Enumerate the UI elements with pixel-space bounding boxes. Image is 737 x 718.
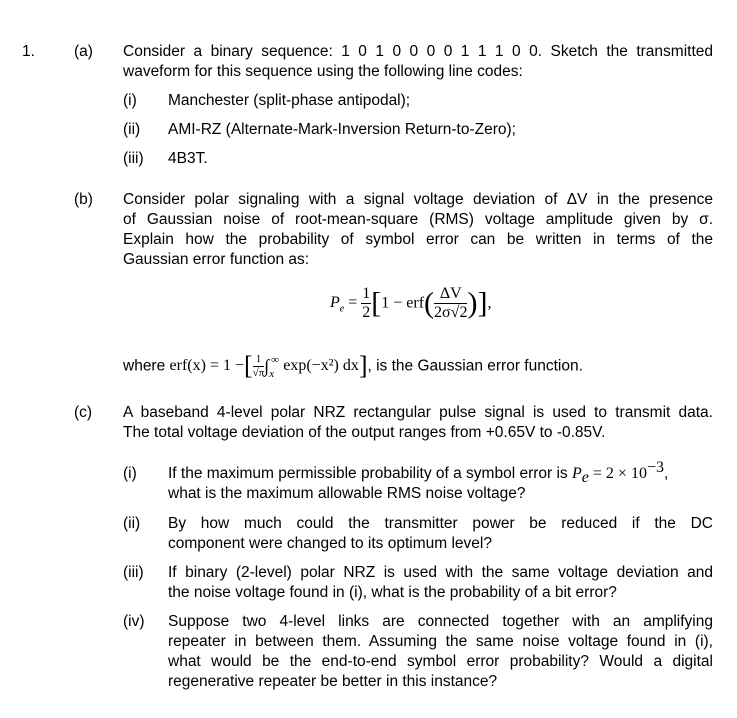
part-c-iv-line: Suppose two 4-level links are connected together with an amplifying xyxy=(168,613,713,630)
formula-open-bracket: [ xyxy=(371,286,382,320)
part-b-line: of Gaussian noise of root-mean-square (RMS) voltage amplitude given by σ. xyxy=(123,211,713,228)
pe-exponent: −3 xyxy=(646,458,664,476)
part-c-label: (c) xyxy=(74,404,93,421)
part-c-item-label: (i) xyxy=(123,465,137,482)
part-c-item-label: (ii) xyxy=(123,515,141,532)
part-a-item-label: (ii) xyxy=(123,121,141,138)
part-c-line: The total voltage deviation of the output ranges from +0.65V to -0.85V. xyxy=(123,424,606,441)
part-a-item-label: (i) xyxy=(123,92,137,109)
erf-definition-line xyxy=(123,353,583,380)
formula-lhs: P xyxy=(330,294,340,312)
error-probability-formula: $P_e$ = $\frac{1}{2}$ [1 − erf( $\frac{\Delta V}{2\sigma√2}$ )], xyxy=(330,285,492,321)
part-b-label: (b) xyxy=(74,191,93,208)
inner-den: 2σ√2 xyxy=(434,304,468,321)
frac-num: 1 xyxy=(362,285,371,302)
formula-one-minus-erf: 1 − erf xyxy=(381,294,425,312)
question-number: 1. xyxy=(22,43,35,60)
part-c-item-label: (iii) xyxy=(123,564,144,581)
part-c-iv-line: regenerative repeater be better in this instance? xyxy=(168,673,498,690)
part-c-iii-line: the noise voltage found in (i), what is the probability of a bit error? xyxy=(168,584,617,601)
part-c-i-line-1 xyxy=(168,458,669,487)
pe-sub: e xyxy=(581,469,589,487)
pe-symbol: P xyxy=(572,465,582,482)
part-a-text-line-1: Consider a binary sequence: 1 0 1 0 0 0 0 1 1 1 0 0. Sketch the transmitted xyxy=(123,43,713,60)
formula-inner-fraction xyxy=(434,286,467,321)
integral-lower-limit: x xyxy=(269,368,275,381)
part-c-iv-line: repeater in between them. Assuming the same noise voltage found in (i), xyxy=(168,633,713,650)
formula-equals: = xyxy=(348,294,358,312)
part-a-item-text: 4B3T. xyxy=(168,150,208,167)
erf-fraction xyxy=(253,354,265,379)
where-prefix: where xyxy=(123,357,166,375)
part-b-line: Consider polar signaling with a signal voltage deviation of ΔV in the presence xyxy=(123,191,713,208)
formula-trailing-comma: , xyxy=(487,294,492,312)
formula-half-fraction xyxy=(361,286,371,321)
erf-close-bracket: ] xyxy=(358,351,368,380)
formula-close-brackets: )] xyxy=(467,286,488,320)
part-c-i-prefix: If the maximum permissible probability of a symbol error is xyxy=(168,465,568,482)
part-a-text-line-2: waveform for this sequence using the following line codes: xyxy=(123,63,523,80)
part-a-label: (a) xyxy=(74,43,93,60)
part-b-line: Explain how the probability of symbol error can be written in terms of the xyxy=(123,231,713,248)
part-b-line: Gaussian error function as: xyxy=(123,251,310,268)
part-a-item-label: (iii) xyxy=(123,150,144,167)
part-a-item-text: Manchester (split-phase antipodal); xyxy=(168,92,411,109)
part-c-iv-line: what would be the end-to-end symbol error probability? Would a digital xyxy=(168,653,713,670)
frac-den: 2 xyxy=(362,304,371,321)
part-c-ii-line: By how much could the transmitter power be reduced if the DC xyxy=(168,515,713,532)
erf-frac-num: 1 xyxy=(253,354,265,367)
erf-frac-den: √π xyxy=(252,366,265,379)
formula-lhs-sub: e xyxy=(339,303,345,315)
erf-suffix: , is the Gaussian error function. xyxy=(367,357,583,375)
part-c-line: A baseband 4-level polar NRZ rectangular pulse signal is used to transmit data. xyxy=(123,404,713,421)
part-a-item-text: AMI-RZ (Alternate-Mark-Inversion Return-to-Zero); xyxy=(168,121,516,138)
part-c-iii-line: If binary (2-level) polar NRZ is used with the same voltage deviation and xyxy=(168,564,713,581)
pe-value: = 2 × 10 xyxy=(588,465,647,482)
inner-num: ΔV xyxy=(434,286,467,304)
part-c-i-suffix: , xyxy=(663,465,669,482)
integral-sign: ∫ xyxy=(264,356,270,376)
erf-lhs: erf(x) = 1 − xyxy=(169,357,244,374)
part-c-item-label: (iv) xyxy=(123,613,145,630)
integral-upper-limit: ∞ xyxy=(271,354,279,367)
integrand: exp(−x²) dx xyxy=(283,357,359,374)
part-c-ii-line: component were changed to its optimum level? xyxy=(168,535,492,552)
part-c-i-line-2: what is the maximum allowable RMS noise voltage? xyxy=(168,485,526,502)
erf-open-bracket: [ xyxy=(244,351,253,380)
